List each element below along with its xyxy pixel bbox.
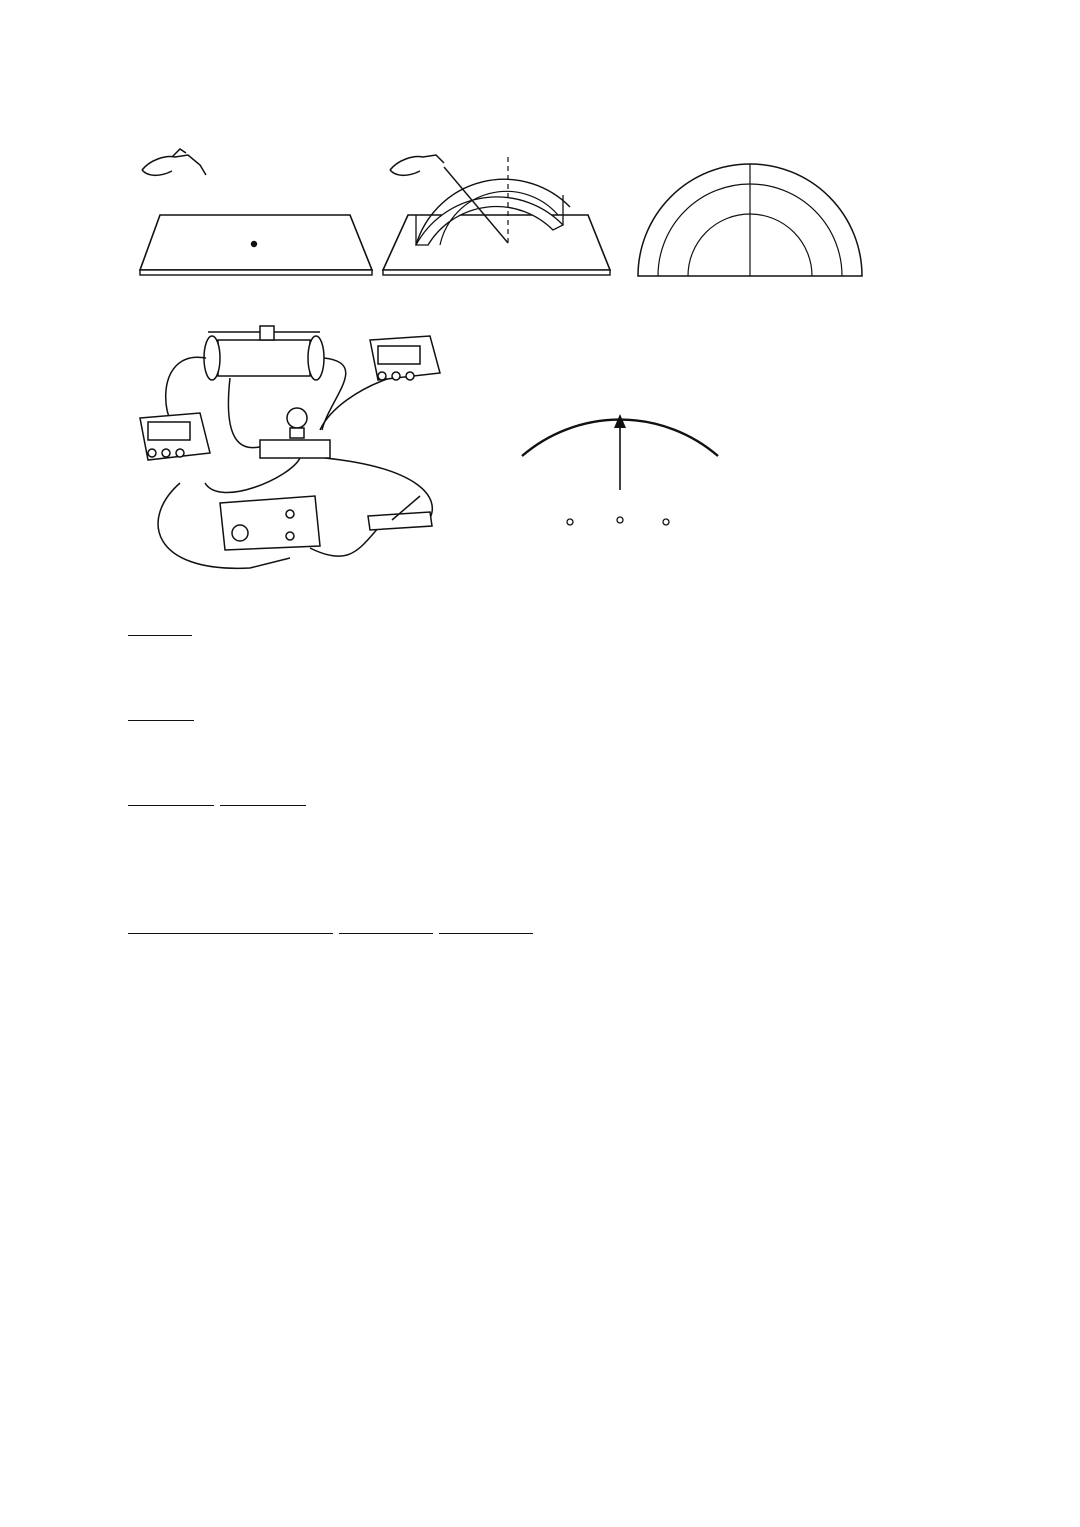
answer-blank-7[interactable] <box>439 913 533 934</box>
figure-ding <box>130 318 460 593</box>
switch-icon <box>368 496 432 530</box>
bulb-icon <box>287 408 307 428</box>
answer-blank-5[interactable] <box>128 913 333 934</box>
power-supply <box>220 496 320 550</box>
question-1 <box>128 610 978 652</box>
rheostat <box>204 326 324 380</box>
question-part-2 <box>128 908 978 950</box>
answer-blank-3[interactable] <box>128 785 214 806</box>
answer-blank-1[interactable] <box>128 615 192 636</box>
answer-blank-6[interactable] <box>339 913 433 934</box>
ammeter <box>140 413 210 460</box>
point-o-dot <box>251 241 257 247</box>
hand-with-laser-icon <box>142 149 206 175</box>
bulb-board <box>260 440 330 458</box>
hand-with-laser-icon <box>390 155 444 175</box>
question-2 <box>128 695 978 737</box>
answer-blank-4[interactable] <box>220 785 306 806</box>
figure-wu <box>490 378 760 593</box>
answer-blank-2[interactable] <box>128 700 194 721</box>
question-3 <box>128 780 978 822</box>
figure-bing <box>632 150 872 310</box>
figure-jia <box>130 135 380 310</box>
figure-yi <box>378 135 618 310</box>
voltmeter <box>370 336 440 380</box>
